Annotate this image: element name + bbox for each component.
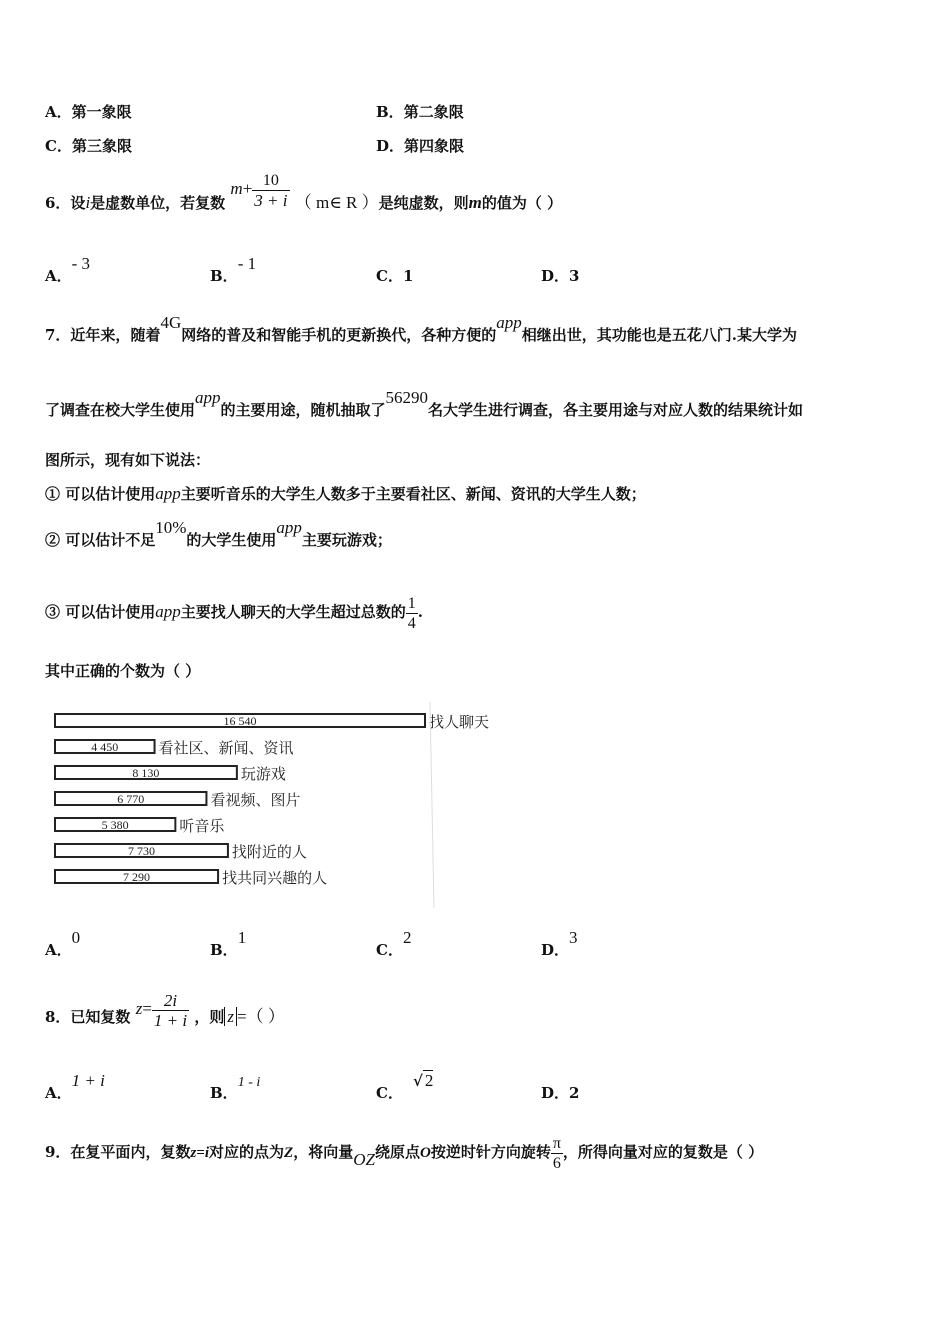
q7-option-c: C．2 (376, 928, 412, 959)
q7-line-1: 7．近年来，随着4G网络的普及和智能手机的更新换代，各种方便的app相继出世，其功能也是五花八门.某大学为 (45, 313, 797, 344)
bar-value-label: 16 540 (223, 714, 257, 728)
q7-fraction: $\frac{1}{4}$ (407, 594, 416, 632)
q7-statement-1: ① 可以估计使用app主要听音乐的大学生人数多于主要看社区、新闻、资讯的大学生人数； (45, 484, 646, 503)
q5-option-c: C．第三象限 (45, 137, 132, 155)
bar-value-label: 6 770 (117, 792, 145, 806)
q8-option-c: C．√ 2 (376, 1071, 434, 1102)
bar-category-label: 听音乐 (179, 819, 225, 835)
bar-category-label: 看社区、新闻、资讯 (158, 741, 294, 757)
q8-stem: 8．已知复数 z= $\frac{2i}{1 + i}$ ，则 z =（ ） (45, 990, 285, 1030)
q7-option-a: A．0 (45, 928, 81, 959)
q5-option-d: D．第四象限 (376, 137, 465, 155)
q7-statement-2: ② 可以估计不足10%的大学生使用app主要玩游戏； (45, 518, 392, 549)
q8-fraction: $\frac{2i}{1 + i}$ (153, 990, 188, 1030)
q6-option-a: A．- 3 (45, 254, 91, 285)
bar-value-label: 7 730 (127, 844, 155, 858)
q6-fraction: $\frac{10}{3 + i}$ (254, 171, 288, 210)
q7-line-2: 了调查在校大学生使用app的主要用途，随机抽取了56290名大学生进行调查，各主要用途与对应人数的结果统计如 (45, 388, 804, 419)
bar-value-label: 8 130 (132, 766, 160, 780)
q6-option-b: B．- 1 (210, 254, 257, 285)
q7-statement-3: ③ 可以估计使用app主要找人聊天的大学生超过总数的 $\frac{1}{4}$ . (45, 594, 423, 632)
q9-fraction: $\frac{\pi}{6}$ (552, 1134, 561, 1172)
q6-option-c: C．1 (376, 267, 414, 285)
q6-option-d: D．3 (541, 267, 580, 285)
q7-ask: 其中正确的个数为（ ） (45, 662, 201, 680)
bar-value-label: 7 290 (123, 870, 151, 884)
q7-line-3: 图所示，现有如下说法： (45, 451, 211, 469)
q5-option-b: B．第二象限 (376, 103, 464, 121)
q8-option-a: A．1 + i (45, 1071, 105, 1102)
bar-category-label: 找人聊天 (429, 715, 490, 731)
bar-value-label: 5 380 (101, 818, 129, 832)
q8-option-b: B．1 - i (210, 1075, 261, 1102)
q7-option-d: D．3 (541, 928, 578, 959)
q5-option-a: A．第一象限 (45, 103, 132, 121)
q8-option-d: D．2 (541, 1084, 580, 1102)
bar-category-label: 看视频、图片 (210, 793, 301, 809)
q9-stem: 9．在复平面内，复数z=i对应的点为Z，将向量OZ绕原点O按逆时针方向旋转 $\frac{\pi}{6}$ ，所得向量对应的复数是（ ） (45, 1134, 764, 1172)
bar-category-label: 找共同兴趣的人 (222, 871, 328, 887)
bar-category-label: 玩游戏 (240, 767, 286, 783)
q7-option-b: B．1 (210, 928, 247, 959)
q6-stem: 6．设i是虚数单位，若复数 m+ $\frac{10}{3 + i}$ （ m∈ R ）是纯虚数，则m的值为（ ） (45, 171, 563, 212)
bar-category-label: 找附近的人 (231, 845, 307, 861)
bar-value-label: 4 450 (91, 740, 119, 754)
usage-bar-chart (50, 700, 510, 910)
